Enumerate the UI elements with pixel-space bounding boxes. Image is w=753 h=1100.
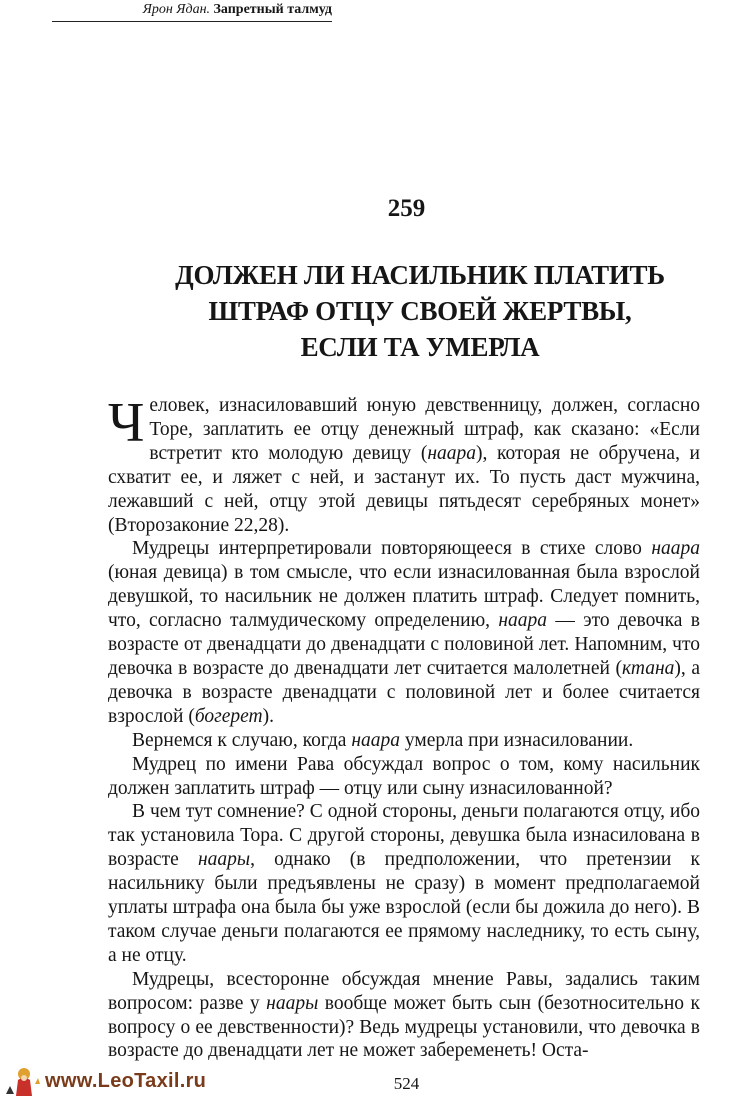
- text-run: Мудрец по имени Рава обсуждал вопрос о том, кому насильник должен заплатить штраф — отцу или сыну изнасилованной?: [108, 753, 700, 799]
- text-run: вообще может быть сын (безотносительно к вопросу о ее девственности)? Ведь мудрецы установили, что девочка в возрасте до двенадцати лет не может забеременеть! Оста-: [108, 992, 700, 1062]
- paragraph: [108, 537, 700, 728]
- watermark-text: www.LeoTaxil.ru: [45, 1069, 207, 1092]
- paragraph: [108, 800, 700, 967]
- chapter-title-line: ЕСЛИ ТА УМЕРЛА: [300, 332, 540, 362]
- text-run: В чем тут сомнение? С одной стороны, деньги полагаются отцу, ибо так установила Тора. С другой стороны, девушка была изнасилована в возрасте: [108, 801, 700, 871]
- text-run: Мудрецы интерпретировали повторяющееся в стихе слово: [132, 538, 652, 560]
- text-run: ).: [262, 705, 275, 727]
- running-header: [52, 0, 332, 22]
- chapter-title-line: ДОЛЖЕН ЛИ НАСИЛЬНИК ПЛАТИТЬ: [175, 260, 665, 290]
- chapter-number: 259: [387, 195, 426, 222]
- paragraph: [108, 968, 700, 1064]
- italic-term: наары: [197, 849, 251, 871]
- text-run: (юная девица) в том смысле, что если изнасилованная была взрослой девушкой, то насильник не должен платить штраф. Следует помнить, что, согласно талмудическому определению,: [108, 562, 700, 632]
- italic-term: наара: [427, 442, 476, 464]
- paragraph: [108, 729, 700, 753]
- text-run: Мудрецы, всесторонне обсуждая мнение Равы, задались таким вопросом: разве у: [108, 968, 700, 1014]
- italic-term: наара: [651, 538, 700, 560]
- watermark-link[interactable]: [2, 1064, 206, 1098]
- italic-term: наара: [498, 610, 548, 632]
- header-book-title: Запретный талмуд: [213, 2, 332, 17]
- italic-term: наара: [351, 729, 401, 751]
- body-text: [108, 394, 700, 1063]
- text-run: ), а девочка в возрасте двенадцати с половиной лет и более считается взрослой (: [108, 657, 700, 727]
- text-run: — это девочка в возрасте от двенадцати до двенадцати с половиной лет. Напомним, что девочка в возрасте до двенадцати лет считается малолетней (: [108, 610, 700, 679]
- italic-term: наары: [266, 992, 319, 1014]
- italic-term: богерет: [194, 705, 263, 727]
- drop-cap: Ч: [108, 392, 145, 454]
- text-run: ), которая не обручена, и схватит ее, и ляжет с ней, и застанут их. То пусть даст мужчина, лежавший с ней, отцу этой девицы пятьдесят серебряных монет» (Второзаконие 22,28).: [108, 442, 700, 536]
- header-author: Ярон Ядан.: [142, 2, 211, 17]
- text-run: умерла при изнасиловании.: [400, 729, 634, 751]
- paragraph: [108, 394, 700, 537]
- italic-term: ктана: [622, 657, 675, 679]
- chapter-title-line: ШТРАФ ОТЦУ СВОЕЙ ЖЕРТВЫ,: [208, 296, 632, 326]
- chapter-title: [80, 257, 753, 365]
- paragraph: [108, 753, 700, 801]
- watermark-logo-icon: [2, 1064, 42, 1098]
- text-run: , однако (в предположении, что претензии к насильнику были предъявлены не сразу) в момент предполагаемой уплаты штрафа она была бы уже взрослой (если бы дожила до него). В таком случае деньги полагаются ее прямому наследнику, то есть сыну, а не отцу.: [108, 849, 700, 966]
- page-number: 524: [393, 1074, 420, 1093]
- text-run: еловек, изнасиловавший юную девственницу, должен, согласно Торе, заплатить ее отцу денежный штраф, как сказано: «Если встретит кто молодую девицу (: [149, 395, 700, 464]
- text-run: Вернемся к случаю, когда: [132, 729, 352, 751]
